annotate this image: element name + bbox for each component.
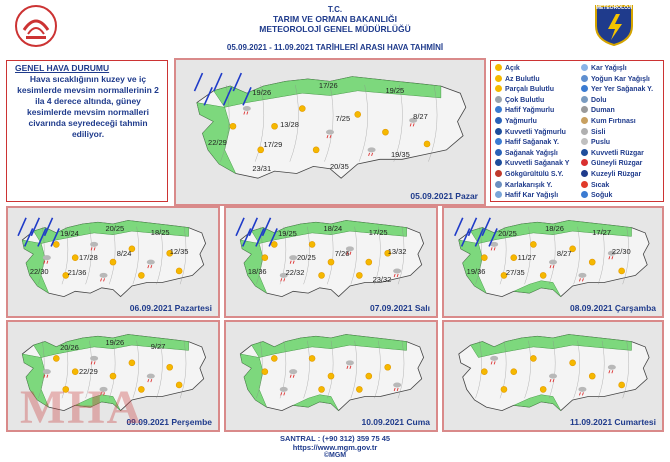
turkey-map [444,322,662,430]
legend-label: Sağanak Yağışlı [505,149,558,157]
legend-item [581,170,641,178]
legend-item [581,181,609,189]
legend-symbol-icon [495,170,502,177]
temperature-label: 27/35 [505,268,525,278]
sun-icon [382,129,388,135]
temperature-label: 23/31 [252,164,272,174]
header-line1: T.C. [327,5,343,14]
temperature-label: 9/27 [150,341,166,351]
sun-icon [72,369,78,375]
temperature-label: 22/29 [208,138,227,148]
sun-icon [53,241,59,247]
map-panel-10 [224,320,438,432]
legend-item [495,138,559,146]
legend-symbol-icon [581,138,588,145]
sun-icon [271,355,277,361]
map-date: 05.09.2021 Pazar [410,191,478,201]
sun-icon [230,123,236,129]
legend-label: Güneyli Rüzgar [591,160,643,168]
sun-icon [424,141,430,147]
general-weather-title: GENEL HAVA DURUMU [15,63,110,73]
map-panel-05 [174,58,486,206]
temperature-label: 23/32 [372,275,392,285]
legend-item [581,191,612,199]
temperature-label: 12/35 [169,247,189,257]
general-weather-box [6,60,168,202]
temperature-label: 19/26 [105,338,125,348]
sun-icon [540,272,546,278]
sun-icon [356,272,362,278]
temperature-label: 18/36 [247,266,267,276]
temperature-label: 19/36 [466,266,486,276]
legend-label: Gökgürültülü S.Y. [505,171,564,178]
sun-icon [309,355,315,361]
north-wind-arrow-icon [18,218,26,236]
map-panel-07 [224,206,438,318]
map-date: 06.09.2021 Pazartesi [129,303,212,313]
legend-item [581,85,653,93]
legend-item [581,64,627,72]
sun-icon [313,147,319,153]
sun-icon [356,386,362,392]
legend-label: Yoğun Kar Yağışlı [591,75,650,83]
mgm-logo-text: METEOROLOJİ [595,5,633,11]
sun-icon [138,272,144,278]
legend-label: Kuvvetli Yağmurlu [505,128,566,136]
sun-icon [355,111,361,117]
watermark-logo: MHA [20,381,144,434]
legend-label: Duman [591,107,615,115]
temperature-label: 17/27 [592,227,612,237]
legend-symbol-icon [581,85,588,92]
sun-icon [53,355,59,361]
legend-symbol-icon [495,181,502,188]
legend [490,60,664,202]
legend-label: Az Bulutlu [505,75,540,83]
temperature-label: 17/29 [263,140,283,150]
legend-item [581,149,644,157]
sun-icon [511,255,517,261]
temperature-label: 8/27 [556,248,572,258]
map-date: 07.09.2021 Salı [369,303,430,313]
temperature-label: 22/29 [78,367,98,377]
temperature-label: 17/26 [318,81,338,91]
legend-symbol-icon [495,96,502,103]
sun-icon [319,386,325,392]
legend-symbol-icon [581,191,588,198]
sun-icon [328,259,334,265]
legend-symbol-icon [495,106,502,113]
temperature-label: 22/32 [285,268,305,278]
legend-symbol-icon [495,75,502,82]
legend-item [495,106,554,114]
temperature-label: 18/24 [323,224,343,234]
legend-item [495,96,544,104]
legend-label: Yağmurlu [505,118,537,125]
map-date: 08.09.2021 Çarşamba [569,303,656,313]
legend-label: Dolu [591,96,607,104]
north-wind-arrow-icon [455,218,463,236]
temperature-label: 17/25 [368,227,388,237]
legend-item [495,85,554,93]
legend-item [495,159,569,167]
sun-icon [385,364,391,370]
sun-icon [501,386,507,392]
sun-icon [272,123,278,129]
sun-icon [570,360,576,366]
north-wind-arrow-icon [233,73,241,91]
sun-icon [271,241,277,247]
sun-icon [129,360,135,366]
legend-label: Parçalı Bulutlu [505,86,555,94]
sun-icon [619,382,625,388]
sun-icon [299,106,305,112]
legend-symbol-icon [581,75,588,82]
sun-icon [328,373,334,379]
legend-label: Kum Fırtınası [591,118,636,125]
sun-icon [481,255,487,261]
sun-icon [530,355,536,361]
temperature-label: 22/30 [29,266,49,276]
legend-symbol-icon [581,64,588,71]
legend-symbol-icon [495,85,502,92]
temperature-label: 20/25 [296,253,316,263]
temperature-label: 17/28 [78,253,98,263]
footer-phone: SANTRAL : (+90 312) 359 75 45 [279,434,391,443]
header-ministry: TARIM VE ORMAN BAKANLIĞI [272,14,398,24]
sun-icon [262,369,268,375]
legend-symbol-icon [581,117,588,124]
temperature-label: 13/28 [280,120,299,130]
temperature-label: 20/26 [60,343,79,353]
legend-symbol-icon [495,191,502,198]
legend-symbol-icon [581,149,588,156]
temperature-label: 19/26 [252,88,272,98]
legend-symbol-icon [581,106,588,113]
temperature-label: 19/24 [60,229,79,239]
forecast-title: 05.09.2021 - 11.09.2021 TARİHLERİ ARASI HAVA TAHMİNİ [226,43,444,52]
footer-url[interactable]: https://www.mgm.gov.tr [292,443,378,452]
temperature-label: 8/24 [116,248,132,258]
sun-icon [540,386,546,392]
temperature-label: 7/26 [334,248,350,258]
temperature-label: 22/30 [611,247,631,257]
legend-label: Kar Yağışlı [591,65,627,72]
sun-icon [366,373,372,379]
map-panel-11 [442,320,664,432]
map-date: 09.09.2021 Perşembe [126,417,212,427]
sun-icon [110,373,116,379]
temperature-label: 20/25 [105,224,125,234]
legend-item [581,128,605,136]
legend-item [581,106,615,114]
temperature-label: 20/35 [330,161,349,171]
map-panel-08 [442,206,664,318]
sun-icon [619,268,625,274]
sun-icon [72,255,78,261]
legend-symbol-icon [581,159,588,166]
legend-label: Hafif Kar Yağışlı [505,192,559,200]
legend-symbol-icon [495,117,502,124]
sun-icon [176,382,182,388]
legend-symbol-icon [581,96,588,103]
temperature-label: 13/32 [387,247,407,257]
legend-symbol-icon [495,64,502,71]
legend-label: Soğuk [591,192,613,200]
temperature-label: 18/25 [150,227,170,237]
sun-icon [167,364,173,370]
sun-icon [110,259,116,265]
legend-item [495,64,520,72]
sun-icon [589,259,595,265]
north-wind-arrow-icon [194,73,202,91]
legend-symbol-icon [581,170,588,177]
temperature-label: 20/25 [498,229,517,239]
legend-item [495,181,552,189]
legend-label: Sıcak [591,181,610,189]
legend-label: Kuvvetli Sağanak Y [505,160,570,168]
legend-item [581,75,650,83]
sun-icon [319,272,325,278]
legend-symbol-icon [495,128,502,135]
map-date: 10.09.2021 Cuma [361,417,430,427]
legend-label: Yer Yer Sağanak Y. [591,86,654,94]
sun-icon [481,369,487,375]
legend-item [495,128,566,136]
legend-label: Kuvvetli Rüzgar [591,149,644,157]
legend-label: Hafif Yağmurlu [505,107,555,115]
temperature-label: 7/25 [335,114,351,124]
legend-item [495,75,540,83]
sun-icon [262,255,268,261]
legend-item [581,96,607,104]
turkey-map [226,322,436,430]
temperature-label: 18/26 [545,224,564,234]
legend-item [495,149,558,157]
legend-item [581,159,642,167]
footer-copyright: ©MGM [323,452,347,459]
sun-icon [176,268,182,274]
map-date: 11.09.2021 Cumartesi [569,417,656,427]
legend-label: Kuzeyli Rüzgar [591,171,642,178]
legend-label: Puslu [591,139,611,147]
legend-symbol-icon [581,181,588,188]
mgm-logo [594,2,634,46]
legend-item [495,117,537,125]
sun-icon [589,373,595,379]
temperature-label: 19/25 [385,86,405,96]
map-panel-06 [6,206,220,318]
header-directorate: METEOROLOJİ GENEL MÜDÜRLÜĞÜ [259,24,411,34]
temperature-label: 8/27 [413,112,428,122]
legend-label: Açık [505,65,520,72]
temperature-label: 21/36 [67,268,87,278]
legend-symbol-icon [495,159,502,166]
temperature-label: 19/35 [390,149,410,159]
legend-label: Karlakarışık Y. [505,181,553,189]
legend-item [495,191,558,199]
sun-icon [366,259,372,265]
temperature-label: 19/25 [278,229,297,239]
sun-icon [511,369,517,375]
legend-item [581,117,636,125]
legend-item [495,170,563,178]
legend-symbol-icon [581,128,588,135]
north-wind-arrow-icon [236,218,244,236]
sun-icon [309,241,315,247]
legend-label: Hafif Sağanak Y. [505,139,559,147]
legend-label: Sisli [591,128,606,136]
sun-icon [530,241,536,247]
temperature-label: 11/27 [517,253,536,263]
legend-symbol-icon [495,138,502,145]
legend-symbol-icon [495,149,502,156]
general-weather-text: Hava sıcaklığının kuzey ve iç kesimlerde mevsim normallerinin 2 ila 4 derece altında, güney kesimlerde mevsim normalleri civarında seyredeceği tahmin ediliyor. [17,74,159,139]
legend-label: Çok Bulutlu [505,96,545,104]
legend-item [581,138,610,146]
